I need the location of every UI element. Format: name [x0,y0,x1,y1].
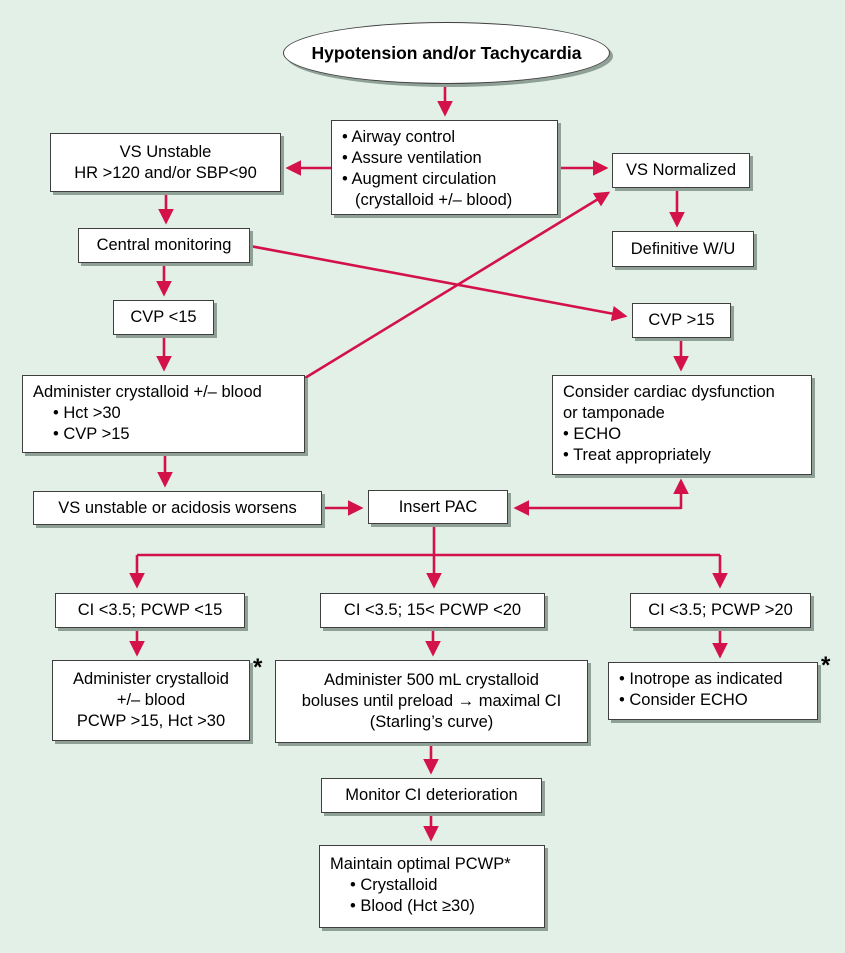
start-oval-hypotension-tachycardia [283,22,610,84]
administer2-line: +/– blood [116,691,186,709]
maintain-line: • Blood (Hct ≥30) [350,897,475,915]
insert-pac-label: Insert PAC [398,497,478,516]
box-cvp-lt15 [113,300,214,335]
arrow-central-to-cvpgt [250,246,625,316]
asterisk-inotrope: * [821,652,831,679]
box-vs-normalized [612,153,750,188]
inotrope-line: • Consider ECHO [619,691,748,709]
box-inotrope [608,662,818,720]
consider-line: or tamponade [563,404,665,422]
administer500-line: (Starling’s curve) [369,713,494,731]
box-definitive-wu [612,231,754,267]
branch-line [137,524,720,555]
inotrope-line: • Inotrope as indicated [619,670,783,688]
administer2-line: PCWP >15, Hct >30 [76,712,226,730]
box-ci-pcwp-low [55,593,245,628]
box-monitor-ci [321,778,542,813]
vs-normalized-label: VS Normalized [625,161,737,179]
vs-acidosis-label: VS unstable or acidosis worsens [58,498,297,517]
vs-unstable-line: VS Unstable [119,142,212,161]
consider-line: • ECHO [563,425,622,443]
administer2-line: Administer crystalloid [73,670,229,688]
cvp-lt15-label: CVP <15 [130,308,197,326]
administer500-line: boluses until preload → maximal CI [301,692,562,710]
airway-line: (crystalloid +/– blood) [355,191,513,209]
box-vs-unstable-acidosis [33,491,322,525]
box-administer-crystalloid-2 [52,660,250,741]
vs-unstable-line: HR >120 and/or SBP<90 [74,163,257,182]
airway-line: • Assure ventilation [342,149,482,167]
asterisk-administer2: * [253,654,263,681]
cvp-gt15-label: CVP >15 [648,311,715,329]
box-maintain-pcwp [319,845,545,928]
consider-line: • Treat appropriately [563,446,711,464]
box-consider-cardiac-dysfunction [552,375,812,475]
ci-pcwp-low-label: CI <3.5; PCWP <15 [77,601,223,619]
box-vs-unstable [50,133,281,192]
ci-pcwp-high-label: CI <3.5; PCWP >20 [648,601,793,619]
monitor-ci-label: Monitor CI deterioration [345,786,518,804]
box-administer-crystalloid [22,375,305,453]
box-ci-pcwp-high [630,593,811,628]
maintain-line: Maintain optimal PCWP* [330,855,511,873]
maintain-line: • Crystalloid [350,876,438,894]
box-insert-pac [368,490,508,524]
administer-line: Administer crystalloid +/– blood [33,383,262,401]
definitive-wu-label: Definitive W/U [630,239,736,258]
administer500-line: Administer 500 mL crystalloid [324,671,539,689]
consider-line: Consider cardiac dysfunction [563,383,775,401]
central-monitoring-label: Central monitoring [96,236,232,254]
start-label: Hypotension and/or Tachycardia [311,42,582,63]
box-cvp-gt15 [632,303,731,338]
box-central-monitoring [78,228,250,263]
box-administer-500ml [275,660,588,743]
box-ci-pcwp-mid [320,593,545,628]
administer-line: • CVP >15 [53,425,130,443]
administer-line: • Hct >30 [53,404,121,422]
arrow-administer-to-vsnormalized [305,193,608,378]
airway-line: • Augment circulation [342,170,497,188]
ci-pcwp-mid-label: CI <3.5; 15< PCWP <20 [343,601,522,619]
airway-line: • Airway control [342,128,456,146]
box-airway-control [331,120,558,215]
